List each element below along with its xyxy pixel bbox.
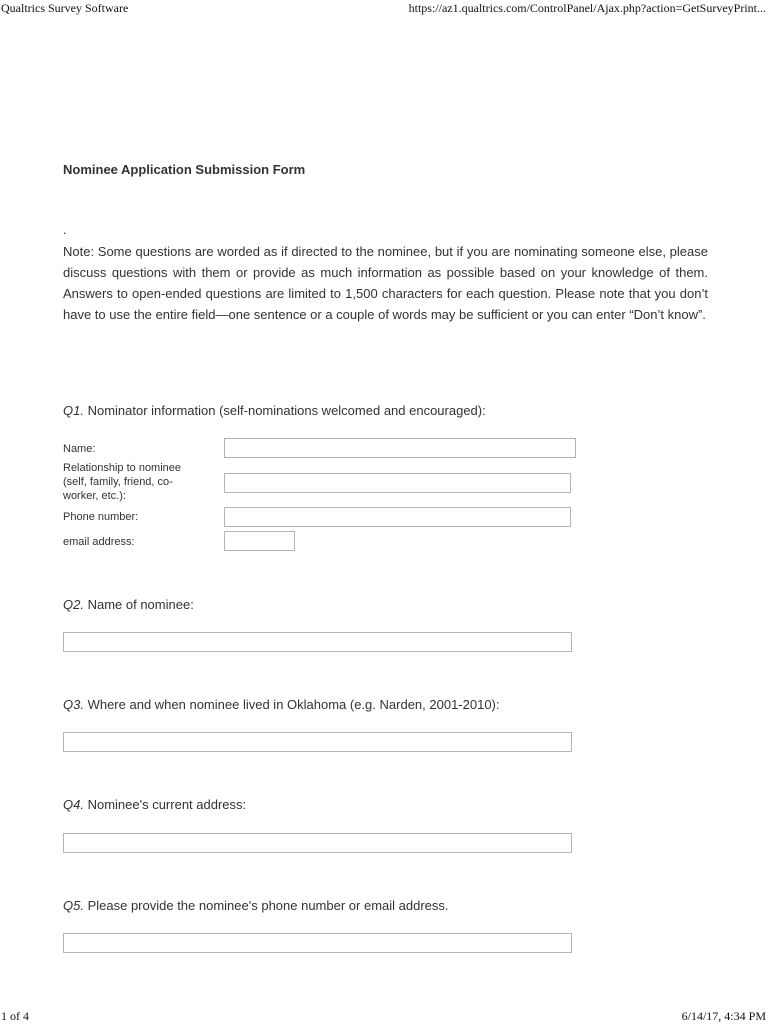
question-q3-text: Where and when nominee lived in Oklahoma (e.g. Narden, 2001-2010): [83,697,500,712]
form-note: Note: Some questions are worded as if directed to the nominee, but if you are nominating someone else, please discuss questions with them or provide as much information as possible based on your knowledge of them. Answers to open-ended questions are limited to 1,500 characters for each question. Please note that you don’t have to use the entire field—one sentence or a couple of words may be sufficient or you can enter “Don’t know”. [63,244,708,322]
q1-relationship-label: Relationship to nominee (self, family, friend, co-worker, etc.): [63,462,182,502]
q1-phone-input[interactable] [224,507,571,527]
question-q2 [63,597,194,612]
q1-name-label: Name: [63,443,96,455]
print-footer-datetime: 6/14/17, 4:34 PM [681,1009,766,1023]
question-q4 [63,797,246,812]
question-q2-number: Q2. [63,597,84,612]
dot-mark: . [63,222,67,237]
question-q1-text: Nominator information (self-nominations welcomed and encouraged): [83,403,486,418]
question-q4-text: Nominee's current address: [83,797,247,812]
q1-email-input[interactable] [224,531,295,551]
question-q5-number: Q5. [63,898,84,913]
question-q5-text: Please provide the nominee's phone number or email address. [83,898,449,913]
q1-relationship-input[interactable] [224,473,571,493]
question-q2-text: Name of nominee: [83,597,194,612]
question-q3-number: Q3. [63,697,84,712]
question-q3 [63,697,500,712]
print-header-site-title: Qualtrics Survey Software [1,1,129,15]
q1-email-label: email address: [63,536,135,548]
question-q4-number: Q4. [63,797,84,812]
print-header-url: https://az1.qualtrics.com/ControlPanel/Ajax.php?action=GetSurveyPrint... [408,1,766,15]
question-q1-number: Q1. [63,403,84,418]
question-q1 [63,403,486,418]
q3-oklahoma-residence-input[interactable] [63,732,572,752]
form-title: Nominee Application Submission Form [63,162,306,177]
q5-contact-input[interactable] [63,933,572,953]
q1-name-input[interactable] [224,438,576,458]
print-footer-page-number: 1 of 4 [1,1009,29,1023]
question-q5 [63,898,449,913]
q4-current-address-input[interactable] [63,833,572,853]
q2-nominee-name-input[interactable] [63,632,572,652]
q1-phone-label: Phone number: [63,511,139,523]
